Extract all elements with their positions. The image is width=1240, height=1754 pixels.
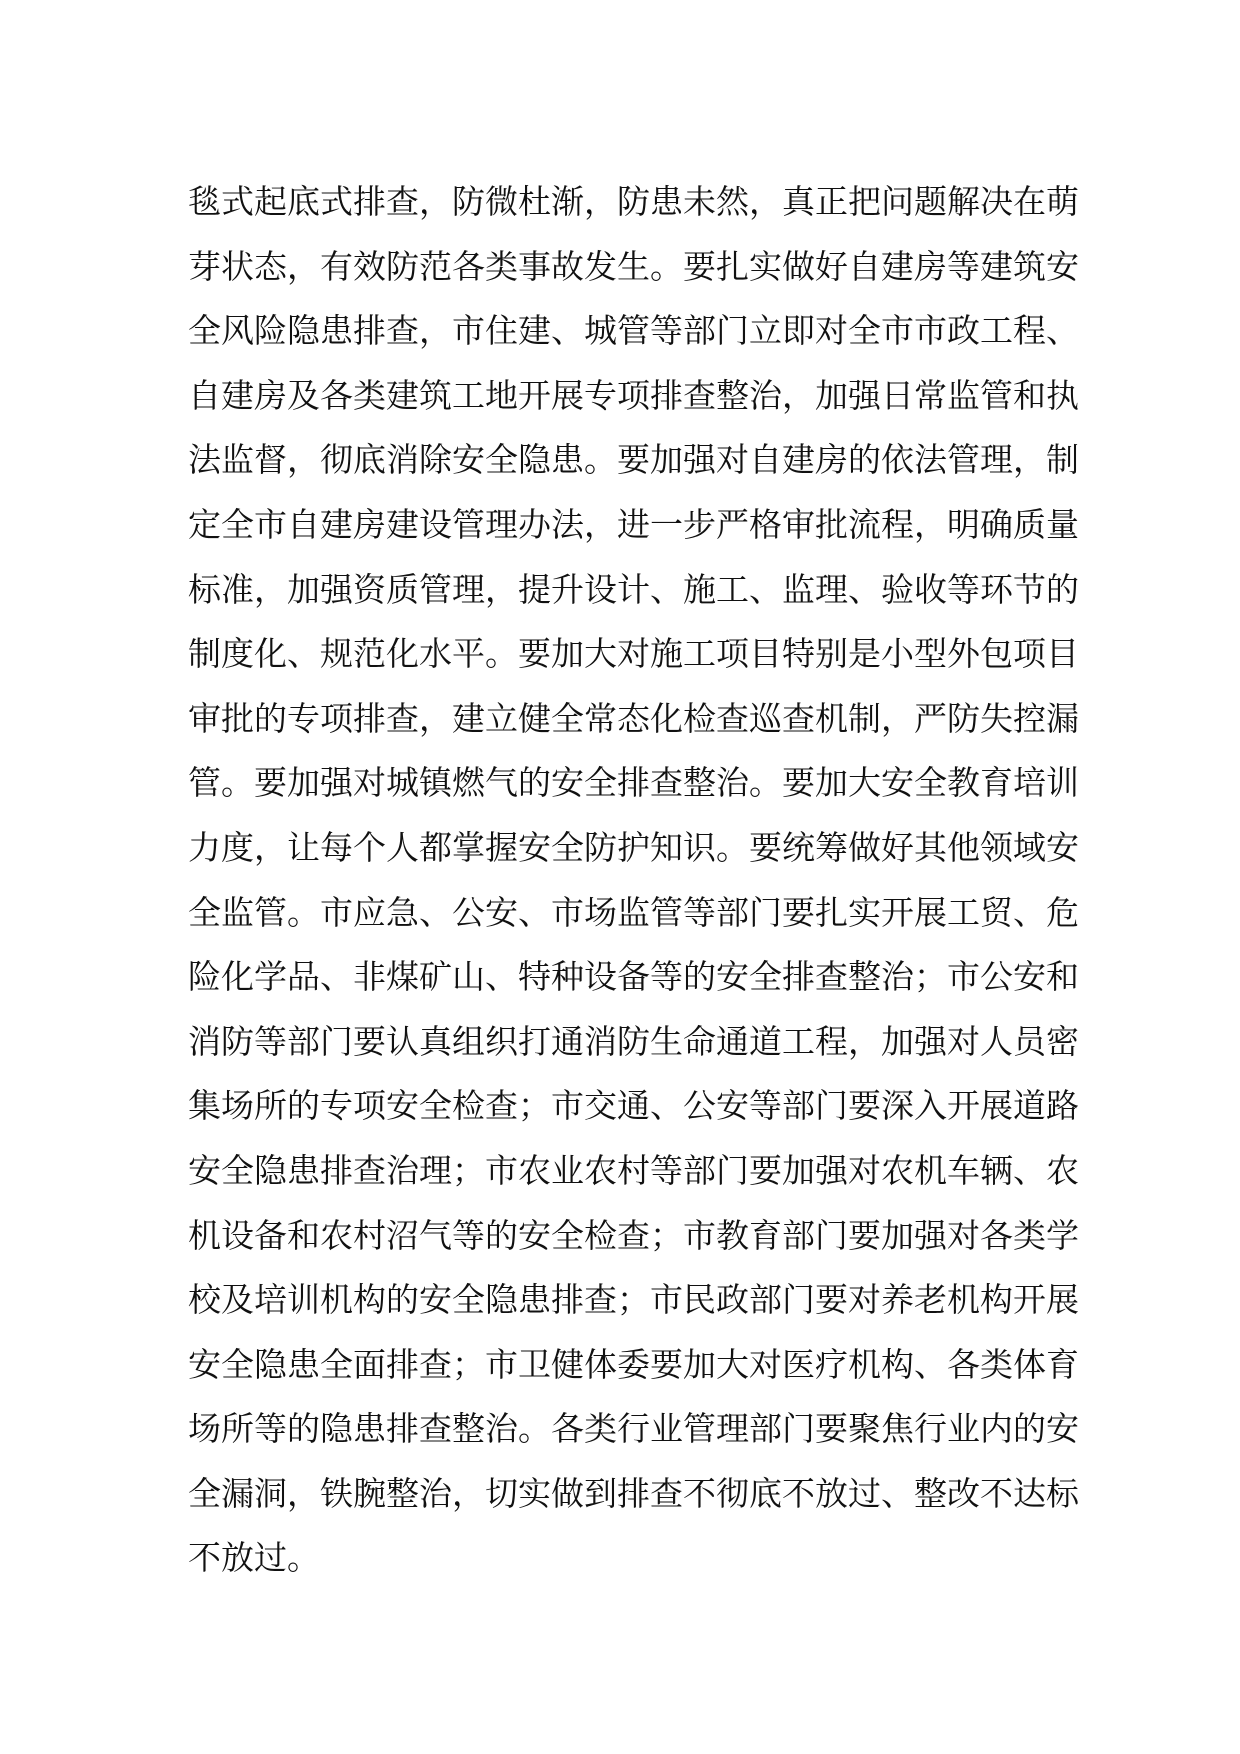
- text-line: 自建房及各类建筑工地开展专项排查整治，加强日常监管和执: [188, 375, 1079, 415]
- text-line: 审批的专项排查，建立健全常态化检查巡查机制，严防失控漏: [188, 698, 1079, 738]
- text-line: 全漏洞，铁腕整治，切实做到排查不彻底不放过、整改不达标: [188, 1473, 1079, 1513]
- text-line: 险化学品、非煤矿山、特种设备等的安全排查整治；市公安和: [188, 957, 1079, 997]
- text-line: 全风险隐患排查，市住建、城管等部门立即对全市市政工程、: [188, 311, 1079, 351]
- text-line: 全监管。市应急、公安、市场监管等部门要扎实开展工贸、危: [188, 892, 1079, 932]
- text-line: 消防等部门要认真组织打通消防生命通道工程，加强对人员密: [188, 1021, 1079, 1061]
- text-line: 机设备和农村沼气等的安全检查；市教育部门要加强对各类学: [188, 1215, 1079, 1255]
- text-line: 制度化、规范化水平。要加大对施工项目特别是小型外包项目: [188, 634, 1079, 674]
- text-line: 安全隐患排查治理；市农业农村等部门要加强对农机车辆、农: [188, 1150, 1079, 1190]
- text-line: 场所等的隐患排查整治。各类行业管理部门要聚焦行业内的安: [188, 1409, 1079, 1449]
- text-line: 校及培训机构的安全隐患排查；市民政部门要对养老机构开展: [188, 1280, 1079, 1320]
- text-line: 管。要加强对城镇燃气的安全排查整治。要加大安全教育培训: [188, 763, 1079, 803]
- body-paragraph: [188, 170, 1079, 1591]
- text-line: 不放过。: [188, 1538, 320, 1578]
- text-line: 法监督，彻底消除安全隐患。要加强对自建房的依法管理，制: [188, 440, 1079, 480]
- text-line: 安全隐患全面排查；市卫健体委要加大对医疗机构、各类体育: [188, 1344, 1079, 1384]
- text-line: 定全市自建房建设管理办法，进一步严格审批流程，明确质量: [188, 504, 1079, 544]
- text-line: 毯式起底式排查，防微杜渐，防患未然，真正把问题解决在萌: [188, 182, 1079, 221]
- text-line: 芽状态，有效防范各类事故发生。要扎实做好自建房等建筑安: [188, 246, 1079, 286]
- text-line: 集场所的专项安全检查；市交通、公安等部门要深入开展道路: [188, 1086, 1079, 1126]
- text-line: 标准，加强资质管理，提升设计、施工、监理、验收等环节的: [188, 569, 1079, 609]
- text-line: 力度，让每个人都掌握安全防护知识。要统筹做好其他领域安: [188, 827, 1079, 867]
